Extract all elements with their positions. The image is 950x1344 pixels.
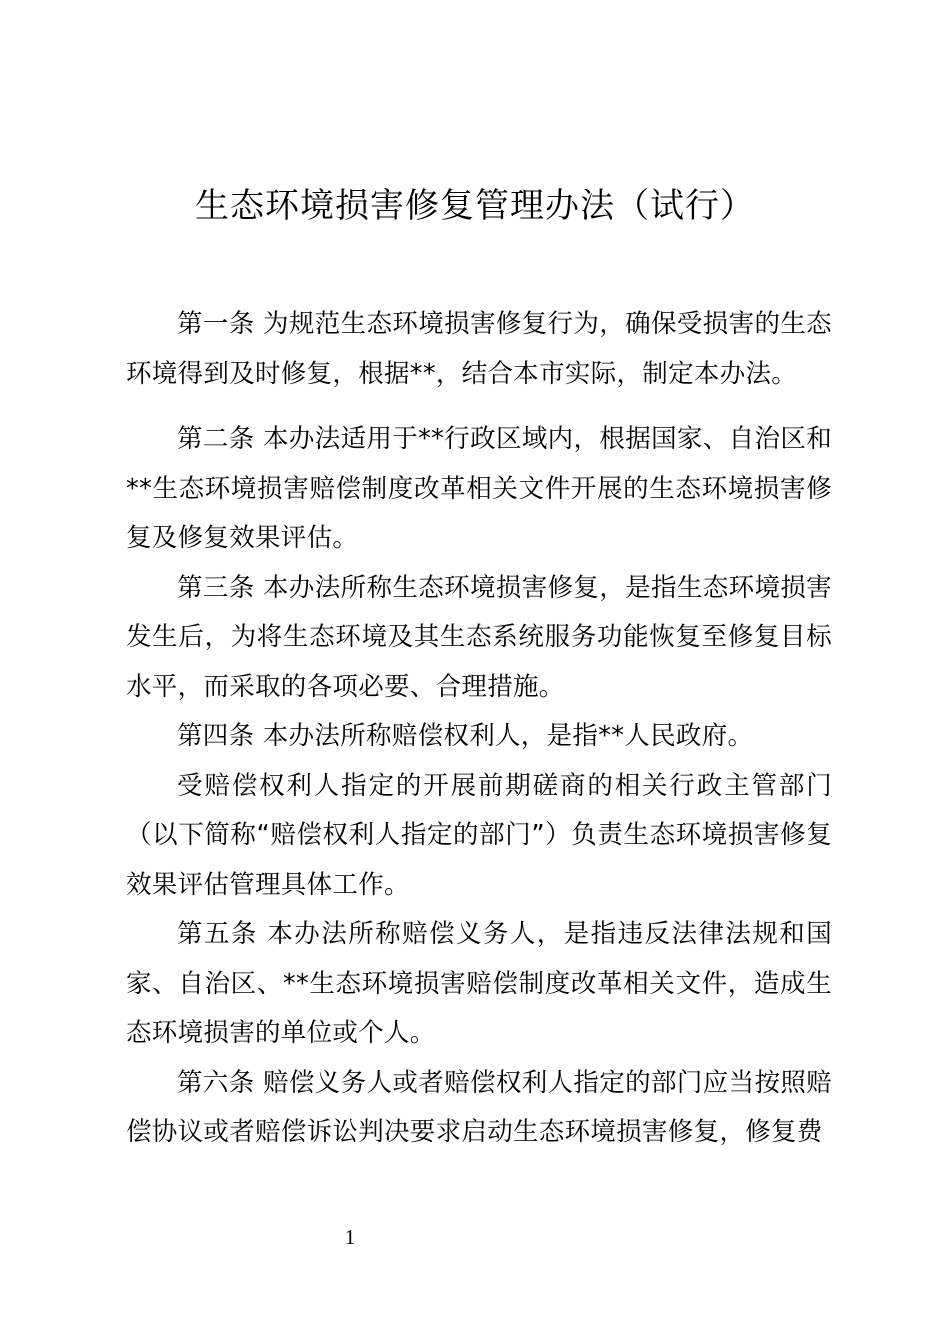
document-title: 生态环境损害修复管理办法（试行） — [195, 186, 755, 226]
document-body — [126, 300, 832, 1158]
article-6-paragraph: 第六条 赔偿义务人或者赔偿权利人指定的部门应当按照赔偿协议或者赔偿诉讼判决要求启动生态环境损害修复，修复费 — [126, 1067, 832, 1147]
article-3-paragraph: 第三条 本办法所称生态环境损害修复，是指生态环境损害发生后，为将生态环境及其生态系统服务功能恢复至修复目标水平，而采取的各项必要、合理措施。 — [126, 572, 832, 702]
article-4-supplement-paragraph: 受赔偿权利人指定的开展前期磋商的相关行政主管部门（以下简称“赔偿权利人指定的部门”）负责生态环境损害修复效果评估管理具体工作。 — [126, 770, 832, 900]
article-1-paragraph: 第一条 为规范生态环境损害修复行为，确保受损害的生态环境得到及时修复，根据**，结合本市实际，制定本办法。 — [126, 309, 832, 389]
article-4-paragraph: 第四条 本办法所称赔偿权利人，是指**人民政府。 — [177, 721, 754, 751]
article-5-paragraph: 第五条 本办法所称赔偿义务人，是指违反法律法规和国家、自治区、**生态环境损害赔偿制度改革相关文件，造成生态环境损害的单位或个人。 — [126, 919, 832, 1048]
page-number: 1 — [344, 1225, 356, 1249]
article-2-paragraph: 第二条 本办法适用于**行政区域内，根据国家、自治区和**生态环境损害赔偿制度改革相关文件开展的生态环境损害修复及修复效果评估。 — [126, 424, 832, 553]
